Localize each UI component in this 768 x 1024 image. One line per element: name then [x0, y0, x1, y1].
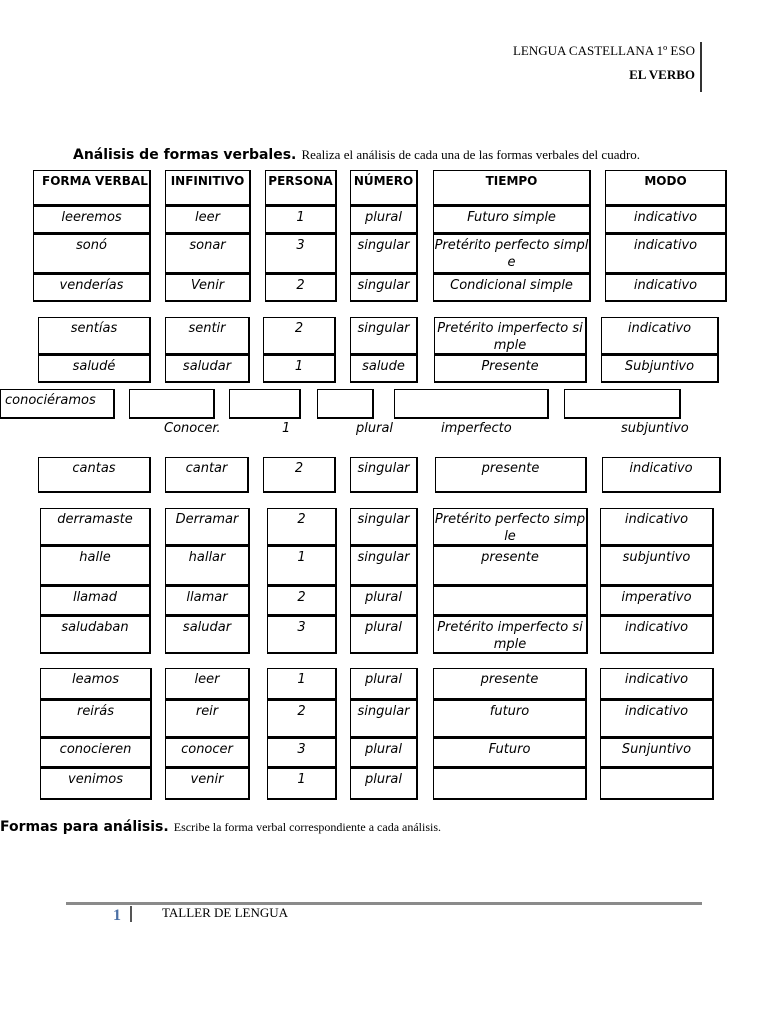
cell-forma: venimos — [40, 768, 152, 800]
cell-persona: 1 — [267, 546, 337, 586]
cell-modo: indicativo — [601, 317, 719, 355]
cell-infinitivo: hallar — [165, 546, 250, 586]
cell-infinitivo: venir — [165, 768, 250, 800]
cell-modo: indicativo — [602, 457, 721, 493]
cell-numero: singular — [350, 457, 418, 493]
cell-tiempo[interactable] — [394, 389, 549, 419]
cell-modo[interactable] — [564, 389, 681, 419]
cell-numero: salude — [350, 355, 418, 383]
cell-modo: indicativo — [605, 234, 727, 274]
cell-forma: saludaban — [40, 616, 151, 654]
cell-numero: plural — [350, 738, 418, 768]
loose-answer-numero: plural — [356, 421, 394, 436]
cell-forma: cantas — [38, 457, 151, 493]
cell-tiempo: Futuro simple — [433, 206, 591, 234]
cell-persona: 2 — [263, 317, 336, 355]
cell-numero: plural — [350, 586, 418, 616]
cell-infinitivo[interactable] — [129, 389, 215, 419]
exercise-2-title — [0, 816, 441, 835]
cell-tiempo: Pretérito imperfecto simple — [433, 616, 588, 654]
cell-numero: singular — [350, 274, 418, 302]
cell-infinitivo: saludar — [165, 355, 250, 383]
footer-text: TALLER DE LENGUA — [162, 905, 289, 920]
header-subject: LENGUA CASTELLANA 1º ESO — [512, 43, 695, 58]
loose-answer-tiempo: imperfecto — [441, 421, 512, 436]
cell-forma: venderías — [33, 274, 151, 302]
cell-numero[interactable] — [317, 389, 374, 419]
cell-numero: singular — [350, 234, 418, 274]
cell-persona: 2 — [267, 586, 337, 616]
cell-tiempo[interactable] — [433, 768, 587, 800]
cell-forma: llamad — [40, 586, 151, 616]
cell-infinitivo: leer — [165, 668, 250, 700]
cell-infinitivo: Venir — [165, 274, 251, 302]
cell-persona: 3 — [267, 738, 337, 768]
cell-tiempo: presente — [435, 457, 587, 493]
cell-forma: conociéramos — [0, 389, 115, 419]
cell-forma: sonó — [33, 234, 151, 274]
cell-modo: subjuntivo — [600, 546, 714, 586]
cell-infinitivo: cantar — [165, 457, 249, 493]
cell-modo: indicativo — [605, 206, 727, 234]
cell-tiempo: Pretérito imperfecto simple — [434, 317, 587, 355]
cell-persona: 2 — [267, 700, 337, 738]
column-header-infinitivo: INFINITIVO — [165, 170, 251, 206]
cell-numero: plural — [350, 616, 418, 654]
cell-modo: indicativo — [600, 668, 714, 700]
cell-infinitivo: Derramar — [165, 508, 250, 546]
exercise-1-title-bold: Análisis de formas verbales. — [73, 147, 297, 163]
column-header-tiempo: TIEMPO — [433, 170, 591, 206]
cell-modo: indicativo — [600, 616, 714, 654]
cell-forma: leeremos — [33, 206, 151, 234]
cell-modo: Sunjuntivo — [600, 738, 714, 768]
cell-forma: halle — [40, 546, 151, 586]
cell-numero: singular — [350, 508, 418, 546]
cell-modo: Subjuntivo — [601, 355, 719, 383]
cell-persona: 1 — [265, 206, 337, 234]
cell-forma: sentías — [38, 317, 151, 355]
column-header-numero: NÚMERO — [350, 170, 418, 206]
loose-answer-infinitivo: Conocer. — [164, 421, 221, 436]
exercise-1-instructions: Realiza el análisis de cada una de las formas verbales del cuadro. — [301, 147, 641, 162]
cell-tiempo: Presente — [434, 355, 587, 383]
column-header-forma: FORMA VERBAL — [33, 170, 151, 206]
footer-divider — [130, 906, 132, 922]
cell-tiempo: Futuro — [433, 738, 587, 768]
cell-modo[interactable] — [600, 768, 714, 800]
cell-modo: indicativo — [605, 274, 727, 302]
cell-persona: 1 — [263, 355, 336, 383]
cell-forma: leamos — [40, 668, 152, 700]
cell-numero: singular — [350, 546, 418, 586]
column-header-modo: MODO — [605, 170, 727, 206]
cell-infinitivo: llamar — [165, 586, 250, 616]
cell-persona: 3 — [265, 234, 337, 274]
cell-tiempo: presente — [433, 668, 587, 700]
page-number: 1 — [113, 907, 121, 924]
exercise-2-instructions: Escribe la forma verbal correspondiente a cada análisis. — [173, 820, 442, 834]
cell-numero: plural — [350, 668, 418, 700]
cell-infinitivo: sentir — [165, 317, 250, 355]
cell-numero: singular — [350, 700, 418, 738]
cell-forma: derramaste — [40, 508, 151, 546]
cell-tiempo: Pretérito perfecto simple — [433, 234, 591, 274]
cell-tiempo: presente — [433, 546, 588, 586]
cell-modo: indicativo — [600, 508, 714, 546]
cell-persona[interactable] — [229, 389, 301, 419]
loose-answer-modo: subjuntivo — [621, 421, 689, 436]
cell-forma: reirás — [40, 700, 152, 738]
cell-numero: plural — [350, 768, 418, 800]
cell-numero: singular — [350, 317, 418, 355]
cell-infinitivo: conocer — [165, 738, 250, 768]
cell-persona: 3 — [267, 616, 337, 654]
cell-tiempo: Pretérito perfecto simple — [433, 508, 588, 546]
cell-infinitivo: reir — [165, 700, 250, 738]
cell-persona: 1 — [267, 668, 337, 700]
header-divider — [700, 42, 702, 92]
cell-tiempo[interactable] — [433, 586, 588, 616]
cell-numero: plural — [350, 206, 418, 234]
cell-forma: conocieren — [40, 738, 152, 768]
cell-persona: 2 — [263, 457, 336, 493]
exercise-2-title-bold: Formas para análisis. — [0, 819, 169, 835]
cell-tiempo: futuro — [433, 700, 587, 738]
cell-modo: indicativo — [600, 700, 714, 738]
cell-infinitivo: sonar — [165, 234, 251, 274]
cell-persona: 1 — [267, 768, 337, 800]
cell-forma: saludé — [38, 355, 151, 383]
header-topic: EL VERBO — [629, 67, 695, 82]
cell-infinitivo: saludar — [165, 616, 250, 654]
cell-tiempo: Condicional simple — [433, 274, 591, 302]
loose-answer-persona: 1 — [282, 421, 291, 436]
cell-persona: 2 — [267, 508, 337, 546]
exercise-1-title — [73, 144, 640, 163]
cell-infinitivo: leer — [165, 206, 251, 234]
column-header-persona: PERSONA — [265, 170, 337, 206]
cell-persona: 2 — [265, 274, 337, 302]
cell-modo: imperativo — [600, 586, 714, 616]
